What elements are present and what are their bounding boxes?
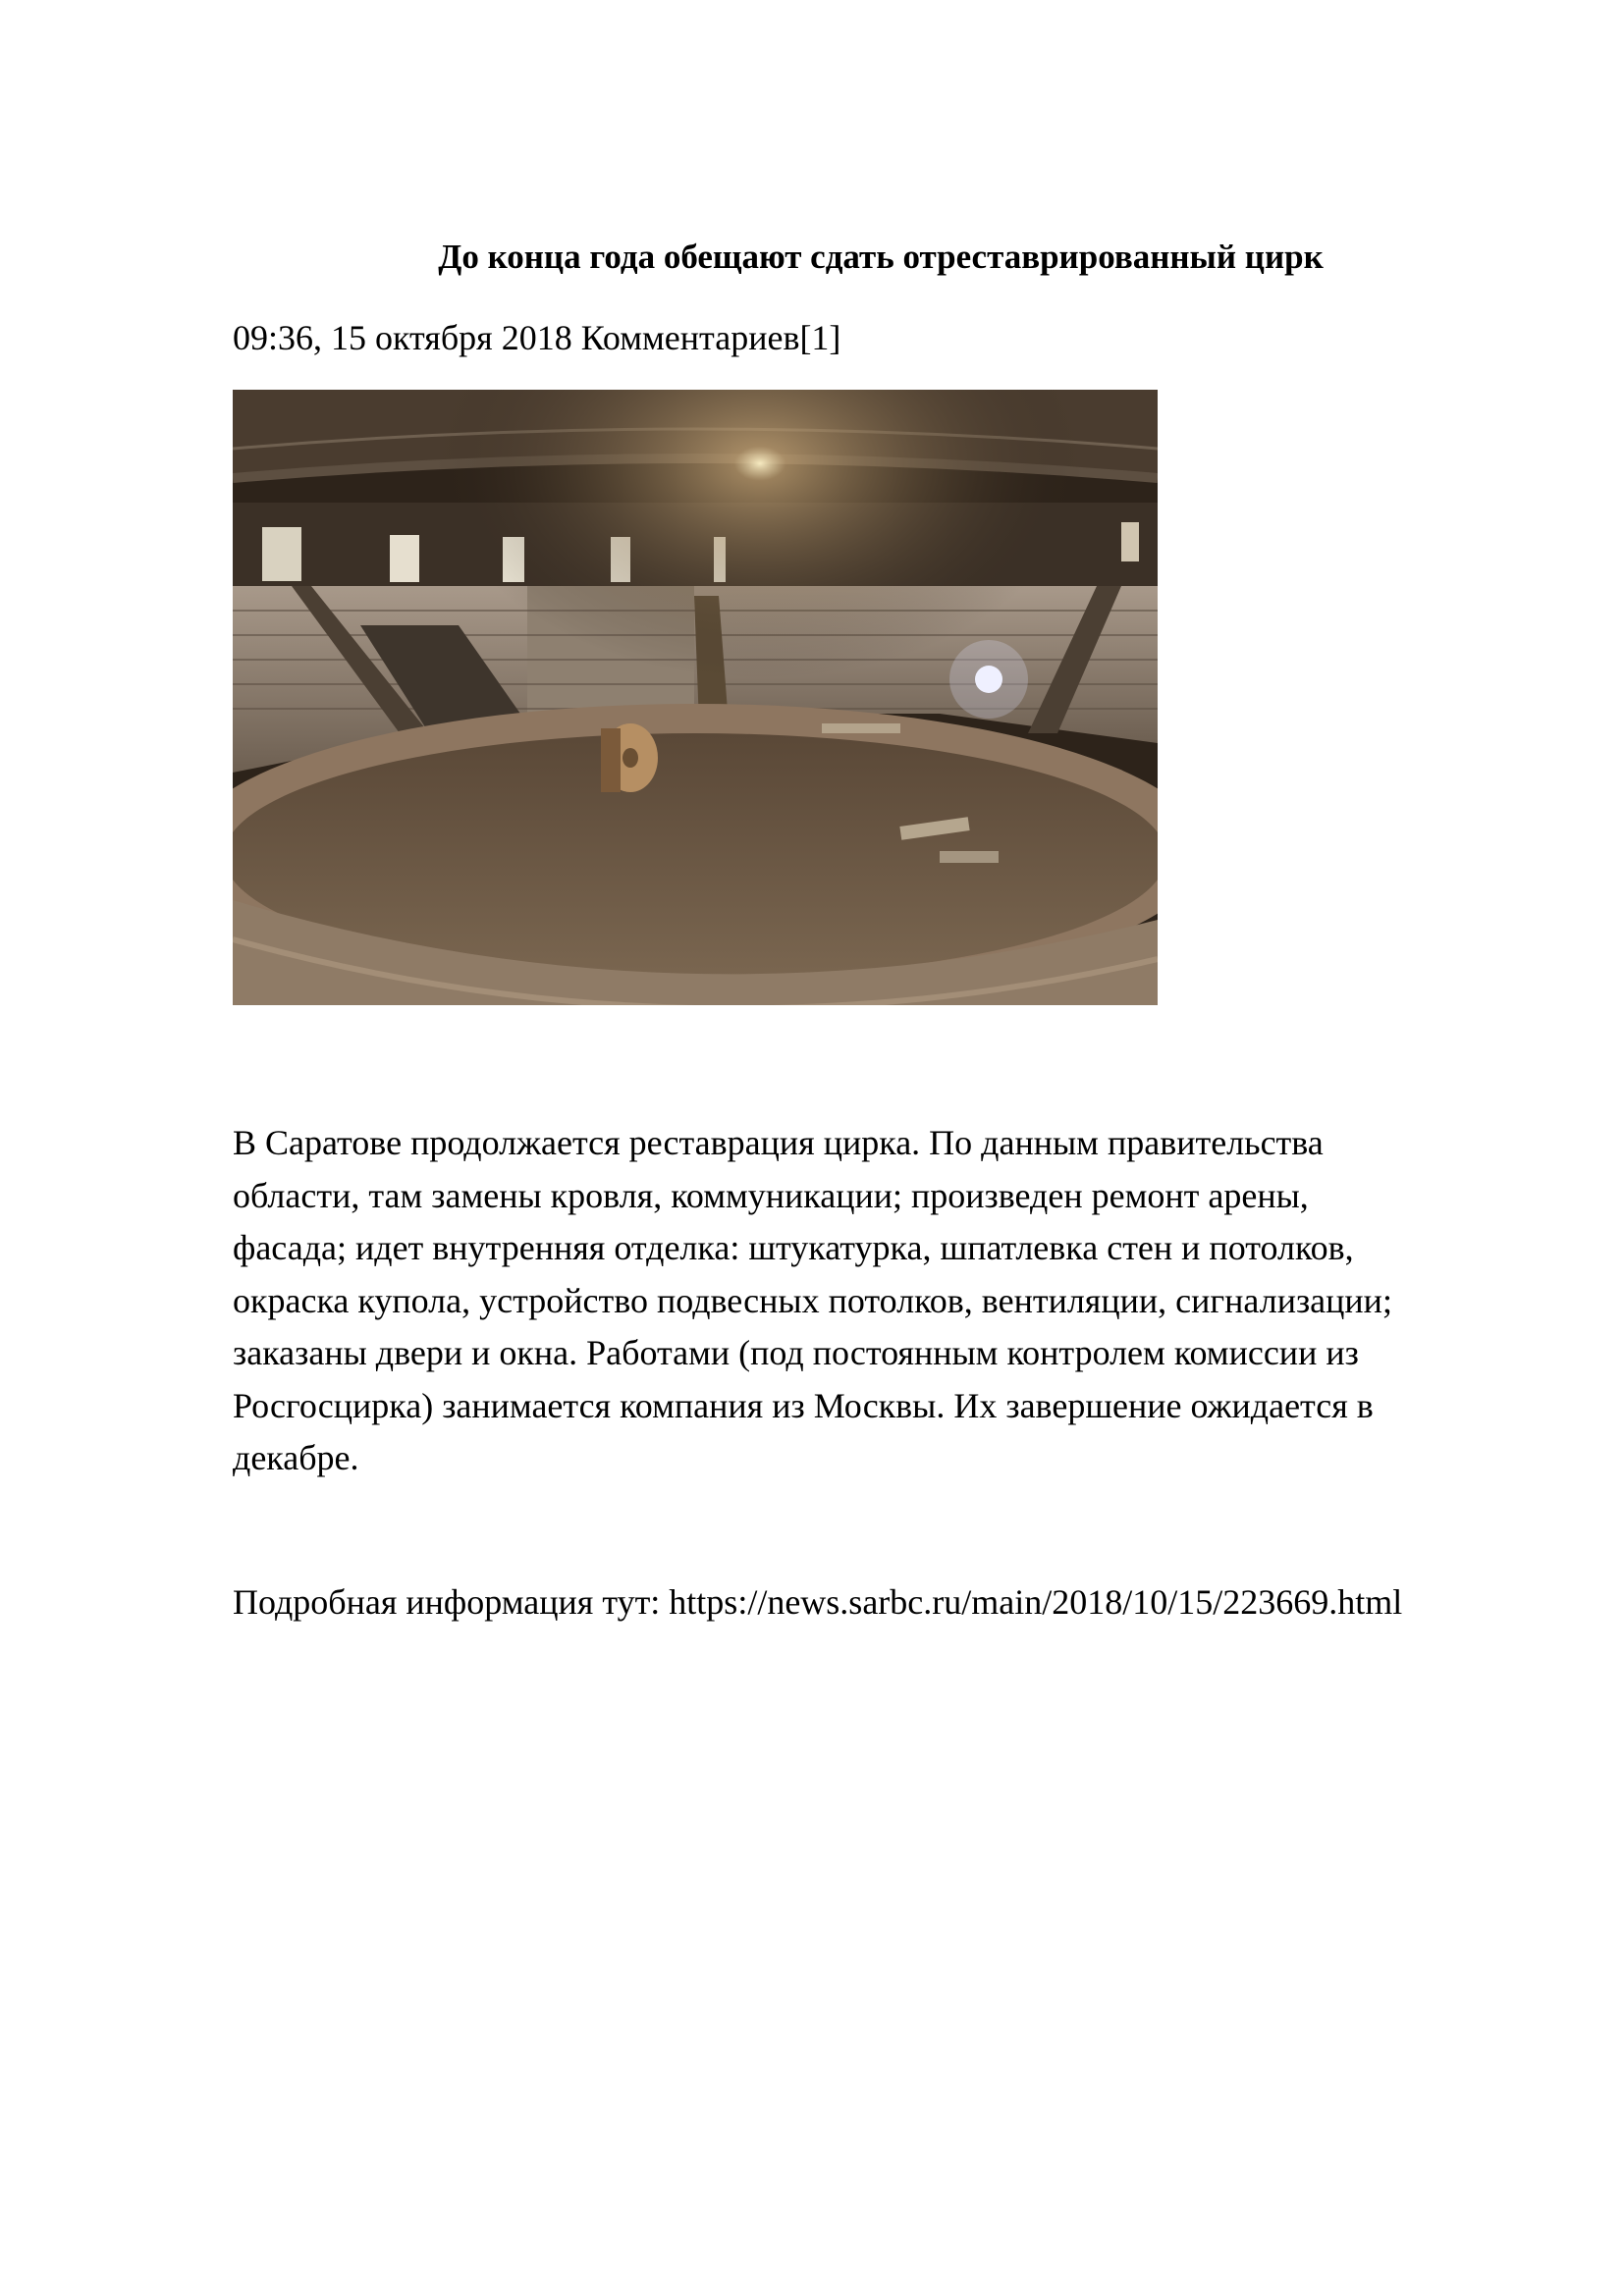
body-line: Росгосцирка) занимается компания из Москвы. Их завершение ожидается в bbox=[233, 1385, 1374, 1425]
body-line: окраска купола, устройство подвесных потолков, вентиляции, сигнализации; bbox=[233, 1280, 1392, 1320]
more-info-link[interactable]: Подробная информация тут: https://news.sarbc.ru/main/2018/10/15/223669.html bbox=[233, 1582, 1403, 1622]
article-meta: 09:36, 15 октября 2018 Комментариев[1] bbox=[233, 318, 841, 357]
circus-arena-photo bbox=[233, 390, 1158, 1005]
body-line: В Саратове продолжается реставрация цирка. По данным правительства bbox=[233, 1123, 1324, 1162]
body-line: заказаны двери и окна. Работами (под постоянным контролем комиссии из bbox=[233, 1333, 1359, 1372]
article-title: До конца года обещают сдать отреставрированный цирк bbox=[438, 238, 1324, 276]
article-photo bbox=[233, 390, 1158, 1005]
body-line: декабре. bbox=[233, 1438, 359, 1477]
body-line: фасада; идет внутренняя отделка: штукатурка, шпатлевка стен и потолков, bbox=[233, 1228, 1354, 1267]
article-body bbox=[233, 1117, 1529, 1485]
body-line: области, там замены кровля, коммуникации; произведен ремонт арены, bbox=[233, 1175, 1309, 1215]
